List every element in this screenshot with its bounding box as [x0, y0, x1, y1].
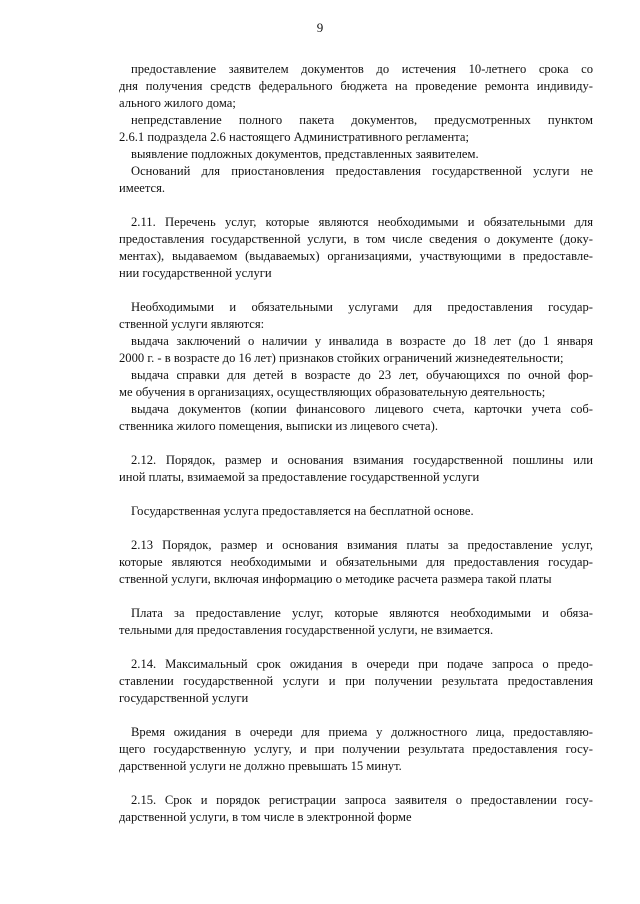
text-line: выдача справки для детей в возрасте до 23 лет, обучающихся по очной фор- — [131, 368, 593, 382]
paragraph — [119, 792, 593, 826]
text-line: Необходимыми и обязательными услугами для предоставления государ- — [131, 300, 593, 314]
text-line: которые являются необходимыми и обязательными для предоставления государ- — [119, 555, 593, 569]
paragraph — [119, 724, 593, 775]
text-line: 2.6.1 подраздела 2.6 настоящего Административного регламента; — [119, 130, 470, 144]
text-line: 2.14. Максимальный срок ожидания в очереди при подаче запроса о предо- — [131, 657, 593, 671]
text-line: ментах), выдаваемом (выдаваемых) организациями, участвующими в предоставле- — [119, 249, 593, 263]
paragraph-gap — [119, 588, 593, 605]
text-line: 2.12. Порядок, размер и основания взимания государственной пошлины или — [131, 453, 593, 467]
paragraph-gap — [119, 282, 593, 299]
paragraph — [119, 656, 593, 707]
text-line: выявление подложных документов, представленных заявителем. — [131, 147, 479, 161]
paragraph-gap — [119, 486, 593, 503]
text-line: дня получения средств федерального бюджета на проведение ремонта индивиду- — [119, 79, 593, 93]
paragraph — [119, 452, 593, 486]
paragraph-gap — [119, 639, 593, 656]
document-body — [119, 61, 593, 826]
text-line: ме обучения в организациях, осуществляющих образовательную деятельность; — [119, 385, 546, 399]
paragraph — [119, 146, 593, 163]
paragraph-gap — [119, 197, 593, 214]
paragraph — [119, 367, 593, 401]
paragraph — [119, 537, 593, 588]
text-line: выдача заключений о наличии у инвалида в возрасте до 18 лет (до 1 января — [131, 334, 593, 348]
text-line: имеется. — [119, 181, 166, 195]
paragraph-gap — [119, 520, 593, 537]
paragraph — [119, 214, 593, 282]
text-line: ального жилого дома; — [119, 96, 236, 110]
paragraph-gap — [119, 707, 593, 724]
text-line: ставлении государственной услуги и при получении результата предоставления — [119, 674, 593, 688]
page-number: 9 — [316, 20, 324, 35]
paragraph — [119, 605, 593, 639]
text-line: предоставления государственной услуги, в том числе сведения о документе (доку- — [119, 232, 593, 246]
paragraph — [119, 503, 593, 520]
text-line: дарственной услуги не должно превышать 15 минут. — [119, 759, 402, 773]
text-line: Время ожидания в очереди для приема у должностного лица, предоставляю- — [131, 725, 593, 739]
text-line: 2.15. Срок и порядок регистрации запроса заявителя о предоставлении госу- — [131, 793, 593, 807]
text-line: дарственной услуги, в том числе в электронной форме — [119, 810, 412, 824]
paragraph-gap — [119, 435, 593, 452]
text-line: 2.11. Перечень услуг, которые являются необходимыми и обязательными для — [131, 215, 593, 229]
paragraph — [119, 401, 593, 435]
paragraph-gap — [119, 775, 593, 792]
text-line: Государственная услуга предоставляется на бесплатной основе. — [131, 504, 474, 518]
text-line: нии государственной услуги — [119, 266, 272, 280]
paragraph — [119, 112, 593, 146]
text-line: иной платы, взимаемой за предоставление государственной услуги — [119, 470, 480, 484]
text-line: 2000 г. - в возрасте до 16 лет) признаков стойких ограничений жизнедеятельности; — [119, 351, 564, 365]
text-line: щего государственную услугу, и при получении результата предоставления госу- — [119, 742, 593, 756]
text-line: ственной услуги, включая информацию о методике расчета размера такой платы — [119, 572, 552, 586]
text-line: предоставление заявителем документов до истечения 10-летнего срока со — [131, 62, 593, 76]
text-line: Плата за предоставление услуг, которые являются необходимыми и обяза- — [131, 606, 593, 620]
text-line: выдача документов (копии финансового лицевого счета, карточки учета соб- — [131, 402, 593, 416]
text-line: тельными для предоставления государственной услуги, не взимается. — [119, 623, 494, 637]
text-line: Оснований для приостановления предоставления государственной услуги не — [131, 164, 593, 178]
text-line: ственной услуги являются: — [119, 317, 265, 331]
paragraph — [119, 299, 593, 333]
text-line: непредставление полного пакета документов, предусмотренных пунктом — [131, 113, 593, 127]
text-line: государственной услуги — [119, 691, 249, 705]
text-line: ственника жилого помещения, выписки из лицевого счета). — [119, 419, 438, 433]
paragraph — [119, 333, 593, 367]
paragraph — [119, 163, 593, 197]
text-line: 2.13 Порядок, размер и основания взимания платы за предоставление услуг, — [131, 538, 593, 552]
paragraph — [119, 61, 593, 112]
